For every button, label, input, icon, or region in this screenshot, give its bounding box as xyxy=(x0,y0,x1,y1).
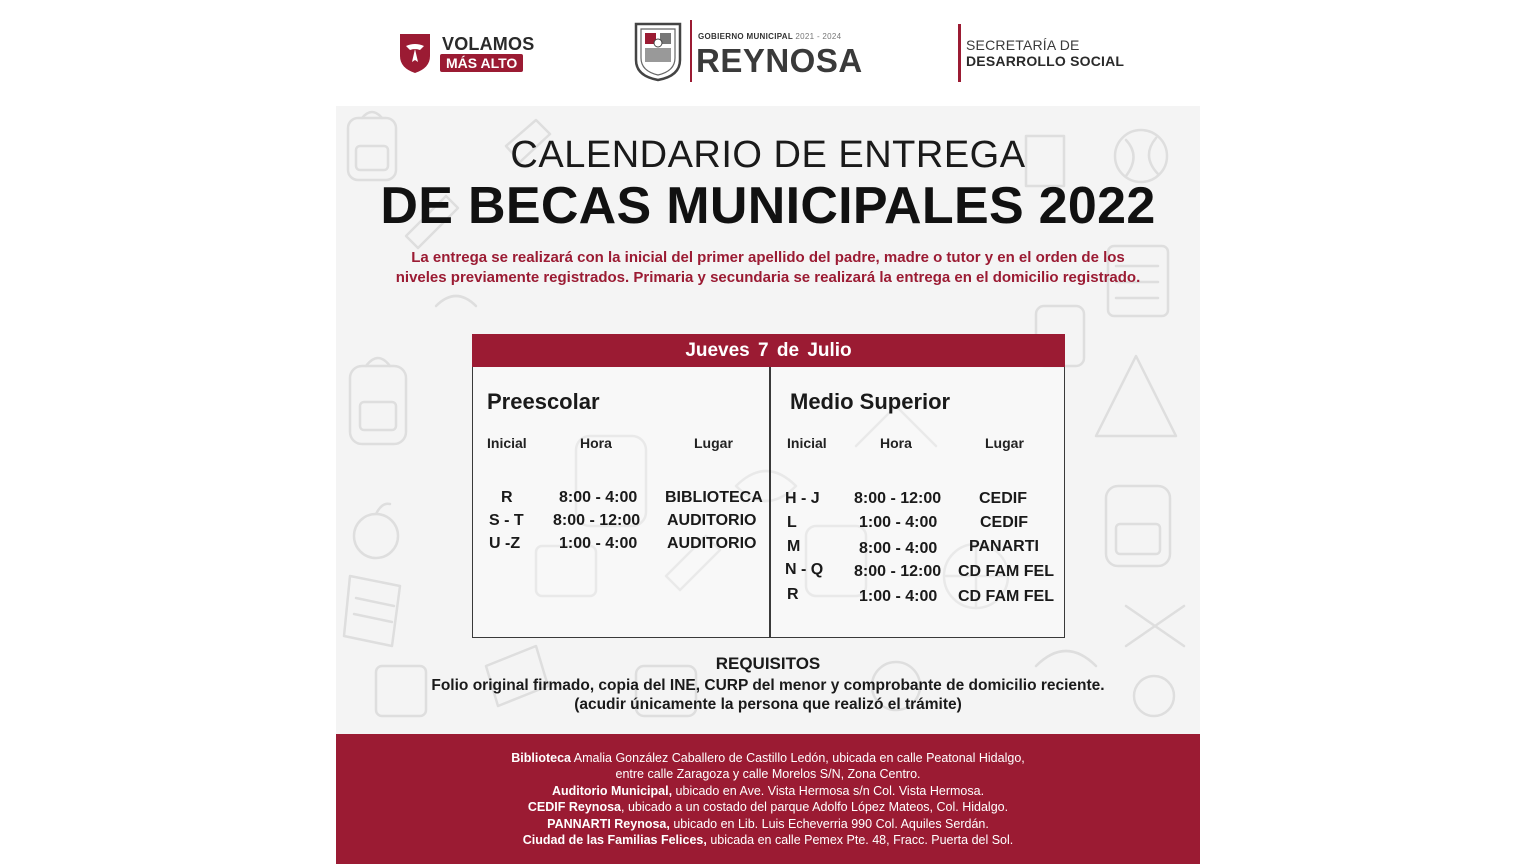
footer-line xyxy=(336,799,1200,815)
footer-line xyxy=(336,783,1200,799)
footer-line xyxy=(336,766,1200,782)
footer-line-bold: CEDIF Reynosa xyxy=(527,800,621,814)
intro-line1: La entrega se realizará con la inicial del primer apellido del padre, madre o tutor y en el orden de los xyxy=(411,249,1125,266)
coat-of-arms-icon xyxy=(632,20,684,82)
medio-superior-title: Medio Superior xyxy=(790,389,951,414)
secretaria-line1: SECRETARÍA DE xyxy=(966,37,1080,53)
preescolar-row-inicial: S - T xyxy=(489,512,524,529)
preescolar-header-lugar: Lugar xyxy=(694,435,733,451)
preescolar-title: Preescolar xyxy=(487,389,600,414)
gobierno-label: GOBIERNO MUNICIPAL xyxy=(698,32,793,41)
medio-superior-row-hora: 1:00 - 4:00 xyxy=(859,588,938,605)
footer-line-bold: Ciudad de las Familias Felices, xyxy=(522,833,707,847)
title-line1: CALENDARIO DE ENTREGA xyxy=(510,134,1026,176)
preescolar-header-hora: Hora xyxy=(580,435,612,451)
intro-text xyxy=(356,248,1180,288)
logo-divider xyxy=(690,20,692,82)
reynosa-logo xyxy=(632,20,872,82)
medio-superior-row-hora: 8:00 - 12:00 xyxy=(854,490,942,507)
secretaria-divider xyxy=(958,24,961,82)
secretaria-line2: DESARROLLO SOCIAL xyxy=(966,53,1125,69)
preescolar-row-hora: 8:00 - 12:00 xyxy=(553,512,641,529)
mas-alto-text: MÁS ALTO xyxy=(440,54,523,72)
medio-superior-header-hora: Hora xyxy=(880,435,912,451)
medio-superior-header-lugar: Lugar xyxy=(985,435,1024,451)
medio-superior-row-lugar: CD FAM FEL xyxy=(958,563,1054,580)
medio-superior-header-inicial: Inicial xyxy=(787,435,827,451)
footer-line-bold: PANNARTI Reynosa, xyxy=(547,817,670,831)
requisitos-line1: Folio original firmado, copia del INE, CURP del menor y comprobante de domicilio reciente. xyxy=(431,677,1105,694)
medio-superior-column xyxy=(770,367,1066,637)
schedule-table xyxy=(472,334,1065,638)
footer-line-text: ubicado en Lib. Luis Echeverria 990 Col. Aquiles Serdán. xyxy=(669,817,989,831)
footer-line-text: , ubicado a un costado del parque Adolfo López Mateos, Col. Hidalgo. xyxy=(621,800,1009,814)
medio-superior-row-inicial: N - Q xyxy=(785,561,824,578)
medio-superior-row-lugar: CEDIF xyxy=(980,514,1028,531)
requisitos-title: REQUISITOS xyxy=(715,654,821,673)
preescolar-row-lugar: BIBLIOTECA xyxy=(665,489,763,506)
medio-superior-row-inicial: R xyxy=(787,586,799,603)
locations-footer xyxy=(336,734,1200,864)
footer-line-text: ubicada en calle Pemex Pte. 48, Fracc. Puerta del Sol. xyxy=(706,833,1014,847)
medio-superior-row-inicial: M xyxy=(787,538,801,555)
medio-superior-row-hora: 8:00 - 4:00 xyxy=(859,540,938,557)
preescolar-row-hora: 1:00 - 4:00 xyxy=(559,535,638,552)
medio-superior-row-lugar: CD FAM FEL xyxy=(958,588,1054,605)
requisitos-text xyxy=(336,676,1200,714)
reynosa-name: REYNOSA xyxy=(696,42,863,79)
preescolar-row-lugar: AUDITORIO xyxy=(667,535,757,552)
footer-line xyxy=(336,816,1200,832)
footer-line xyxy=(336,750,1200,766)
preescolar-row-inicial: R xyxy=(501,489,513,506)
medio-superior-row-inicial: H - J xyxy=(785,490,820,507)
footer-line xyxy=(336,832,1200,848)
medio-superior-row-inicial: L xyxy=(787,514,797,531)
footer-line-text: Amalia González Caballero de Castillo Ledón, ubicada en calle Peatonal Hidalgo, xyxy=(570,751,1025,765)
medio-superior-row-hora: 8:00 - 12:00 xyxy=(854,563,942,580)
schedule-date: Jueves 7 de Julio xyxy=(472,334,1065,367)
preescolar-row-inicial: U -Z xyxy=(489,535,521,552)
footer-line-text: entre calle Zaragoza y calle Morelos S/N, Zona Centro. xyxy=(615,767,921,781)
preescolar-row-lugar: AUDITORIO xyxy=(667,512,757,529)
shield-icon xyxy=(398,32,432,74)
medio-superior-row-lugar: PANARTI xyxy=(969,538,1039,555)
gobierno-municipal-text xyxy=(698,32,841,41)
footer-line-bold: Auditorio Municipal, xyxy=(551,784,673,798)
requisitos-line2: (acudir únicamente la persona que realizó el trámite) xyxy=(574,696,962,713)
volamos-text: VOLAMOS xyxy=(442,34,535,54)
footer-line-text: ubicado en Ave. Vista Hermosa s/n Col. Vista Hermosa. xyxy=(672,784,985,798)
preescolar-column xyxy=(473,367,769,637)
medio-superior-row-lugar: CEDIF xyxy=(979,490,1027,507)
footer-line-bold: Biblioteca xyxy=(511,751,571,765)
intro-line2: niveles previamente registrados. Primaria y secundaria se realizará la entrega en el domicilio registrado. xyxy=(395,269,1141,286)
preescolar-header-inicial: Inicial xyxy=(487,435,527,451)
preescolar-row-hora: 8:00 - 4:00 xyxy=(559,489,638,506)
title-line2: DE BECAS MUNICIPALES 2022 xyxy=(380,177,1156,235)
medio-superior-row-hora: 1:00 - 4:00 xyxy=(859,514,938,531)
volamos-mas-alto-logo xyxy=(398,32,548,74)
poster-card xyxy=(336,106,1200,864)
gobierno-years: 2021 - 2024 xyxy=(795,32,842,41)
